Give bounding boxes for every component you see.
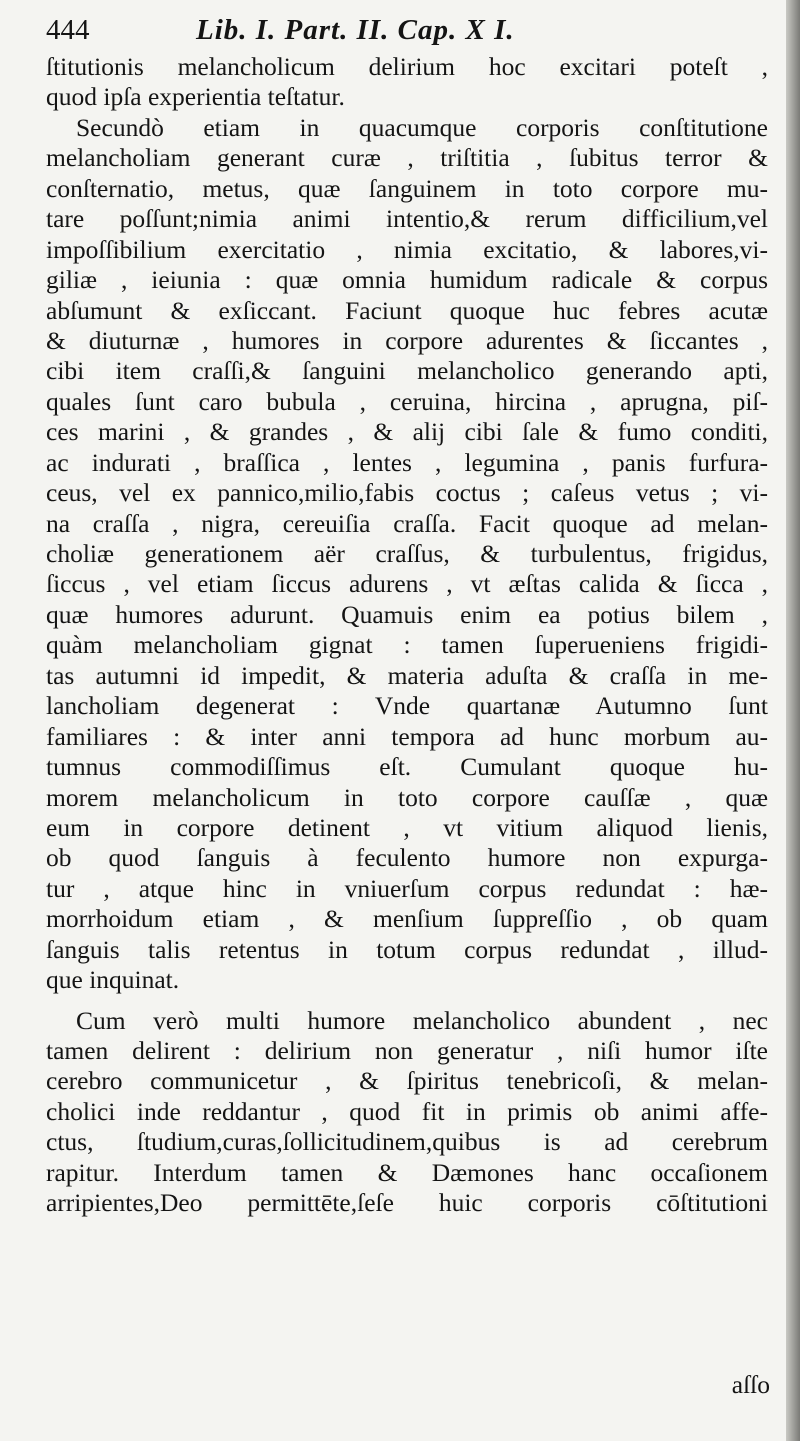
text-line: ſanguis talis retentus in totum corpus redundat , illud- — [46, 934, 768, 964]
text-line: tamen delirent : delirium non generatur , niſi humor iſte — [46, 1036, 768, 1065]
text-line: ſtitutionis melancholicum delirium hoc excitari poteſt , — [46, 52, 768, 81]
text-line: cerebro communicetur , & ſpiritus tenebricoſi, & melan- — [46, 1066, 768, 1096]
text-line: ob quod ſanguis à feculento humore non expurga- — [46, 843, 768, 873]
text-line: quod ipſa experientia teſtatur. — [46, 82, 345, 112]
page-header — [46, 14, 776, 50]
text-line: ſiccus , vel etiam ſiccus adurens , vt æſtas calida & ſicca , — [46, 569, 768, 599]
text-line: morem melancholicum in toto corpore cauſſæ , quæ — [46, 782, 768, 812]
text-line: rapitur. Interdum tamen & Dæmones hanc occaſionem — [46, 1157, 768, 1187]
text-line: tumnus commodiſſimus eſt. Cumulant quoque hu- — [46, 752, 768, 782]
text-line: tur , atque hinc in vniuerſum corpus redundat : hæ- — [46, 873, 768, 903]
text-line: quæ humores adurunt. Quamuis enim ea potius bilem , — [46, 599, 768, 629]
text-line: ac indurati , braſſica , lentes , legumina , panis furfura- — [46, 447, 768, 477]
text-line: que inquinat. — [46, 965, 180, 995]
text-line: tas autumni id impedit, & materia aduſta & craſſa in me- — [46, 660, 768, 690]
text-line: choliæ generationem aër craſſus, & turbulentus, frigidus, — [46, 539, 768, 568]
running-head: Lib. I. Part. II. Cap. X I. — [196, 14, 515, 46]
text-line: ceus, vel ex pannico,milio,fabis coctus ; caſeus vetus ; vi- — [46, 478, 768, 508]
text-line: giliæ , ieiunia : quæ omnia humidum radicale & corpus — [46, 265, 768, 295]
page-number: 444 — [46, 14, 90, 46]
text-line: Cum verò multi humore melancholico abundent , nec — [76, 1005, 768, 1035]
catchword: aſſo — [731, 1370, 770, 1399]
text-line: ctus, ſtudium,curas,ſollicitudinem,quibus is ad cerebrum — [46, 1127, 768, 1157]
text-line: eum in corpore detinent , vt vitium aliquod lienis, — [46, 812, 768, 842]
text-line: arripientes,Deo permittēte,ſeſe huic corporis cōſtitutioni — [46, 1188, 768, 1218]
text-line: & diuturnæ , humores in corpore adurentes & ſiccantes , — [46, 325, 768, 355]
text-line: morrhoidum etiam , & menſium ſuppreſſio , ob quam — [46, 904, 768, 934]
text-line: lancholiam degenerat : Vnde quartanæ Autumno ſunt — [46, 691, 768, 721]
body-text — [46, 52, 768, 1219]
paragraph-3 — [46, 1006, 768, 1219]
text-line: quàm melancholiam gignat : tamen ſuperueniens frigidi- — [46, 630, 768, 660]
text-line: na craſſa , nigra, cereuiſia craſſa. Facit quoque ad melan- — [46, 508, 768, 538]
text-line: tare poſſunt;nimia animi intentio,& rerum difficilium,vel — [46, 204, 768, 234]
paragraph-gap — [46, 996, 768, 1006]
text-line: quales ſunt caro bubula , ceruina, hircina , aprugna, piſ- — [46, 386, 768, 416]
text-line: ces marini , & grandes , & alij cibi ſale & fumo conditi, — [46, 417, 768, 447]
text-line: cibi item craſſi,& ſanguini melancholico generando apti, — [46, 356, 768, 386]
text-line: Secundò etiam in quacumque corporis conſtitutione — [76, 112, 768, 142]
text-line: abſumunt & exſiccant. Faciunt quoque huc febres acutæ — [46, 295, 768, 325]
text-line: melancholiam generant curæ , triſtitia , ſubitus terror & — [46, 143, 768, 173]
text-line: impoſſibilium exercitatio , nimia excitatio, & labores,vi- — [46, 234, 768, 264]
paragraph-2 — [46, 113, 768, 996]
text-line: conſternatio, metus, quæ ſanguinem in toto corpore mu- — [46, 173, 768, 203]
text-line: cholici inde reddantur , quod fit in primis ob animi affe- — [46, 1096, 768, 1126]
text-line: familiares : & inter anni tempora ad hunc morbum au- — [46, 721, 768, 751]
paragraph-1 — [46, 52, 768, 113]
